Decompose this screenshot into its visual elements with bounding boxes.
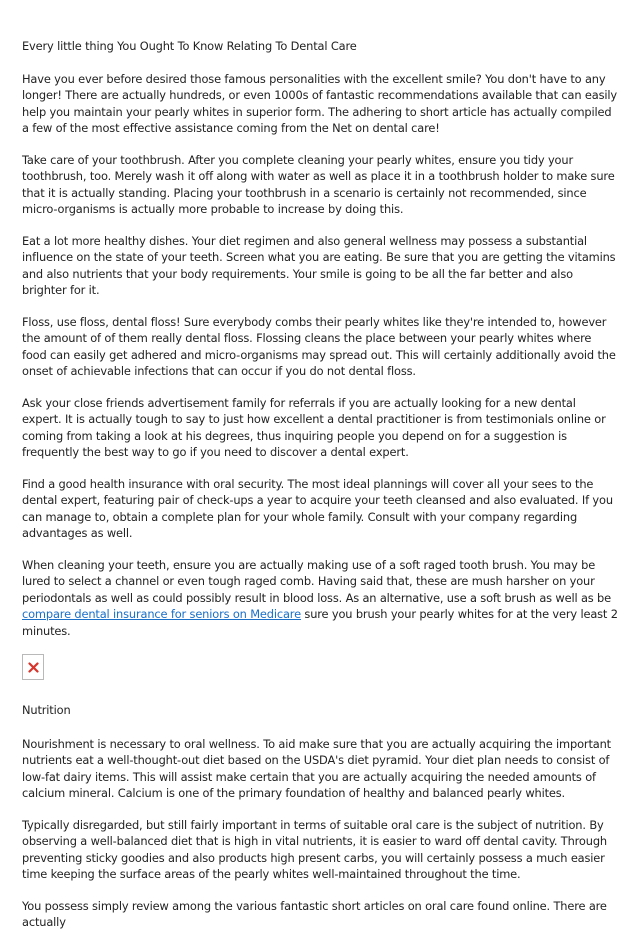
paragraph-soft-brush (22, 557, 618, 640)
document-page (22, 38, 618, 946)
broken-image-placeholder (22, 654, 44, 680)
paragraph-healthy-dishes: Eat a lot more healthy dishes. Your diet regimen and also general wellness may possess a substantial influence on the state of your teeth. Screen what you are eating. Be sure that you are getting the vitamins and also nutrients that your body requirements. Your smile is going to be all the far better and also brighter for it. (22, 233, 616, 297)
paragraph-toothbrush: Take care of your toothbrush. After you complete cleaning your pearly whites, ensure you tidy your toothbrush, too. Merely wash it off along with water as well as place it in a toothbrush holder to make sure that it is actually standing. Placing your toothbrush in a scenario is certainly not recommended, since micro-organisms is actually more probable to increase by doing this. (22, 152, 615, 216)
paragraph-closing: You possess simply review among the various fantastic short articles on oral care found online. There are actually (22, 898, 607, 929)
paragraph-nutrition-care: Typically disregarded, but still fairly important in terms of suitable oral care is the subject of nutrition. By observing a well-balanced diet that is high in vital nutrients, it is easier to ward off dental cavity. Through preventing sticky goodies and also products high present carbs, you will certainly possess a much easier time keeping the surface areas of the pearly whites well-maintained throughout the time. (22, 817, 607, 881)
dental-insurance-link[interactable]: compare dental insurance for seniors on Medicare (22, 607, 301, 621)
paragraph-referrals: Ask your close friends advertisement family for referrals if you are actually looking for a new dental expert. It is actually tough to say to just how excellent a dental practitioner is from testimonials online or coming from taking a look at his degrees, thus inquiring people you depend on for a suggestion is frequently the best way to go if you need to discover a dental expert. (22, 395, 606, 459)
document-title: Every little thing You Ought To Know Relating To Dental Care (22, 39, 357, 53)
paragraph-soft-brush-after: sure you brush your pearly whites for at the very least 2 minutes. (22, 607, 618, 638)
paragraph-intro: Have you ever before desired those famous personalities with the excellent smile? You don't have to any longer! There are actually hundreds, or even 1000s of fantastic recommendations available that can easily help you maintain your pearly whites in superior form. The adhering to short article has actually compiled a few of the most effective assistance coming from the Net on dental care! (22, 71, 617, 135)
paragraph-soft-brush-before: When cleaning your teeth, ensure you are actually making use of a soft raged tooth brush. You may be lured to select a channel or even tough raged comb. Having said that, these are mush harsher on your periodontals as well as could possibly result in blood loss. As an alternative, use a soft brush as well as be (22, 557, 611, 605)
section-title-nutrition: Nutrition (22, 703, 71, 717)
paragraph-nourishment: Nourishment is necessary to oral wellness. To aid make sure that you are actually acquiring the important nutrients eat a well-thought-out diet based on the USDA's diet pyramid. Your diet plan needs to consist of low-fat dairy items. This will assist make certain that you are actually acquiring the needed amounts of calcium mineral. Calcium is one of the primary foundation of healthy and balanced pearly whites. (22, 736, 611, 800)
paragraph-insurance: Find a good health insurance with oral security. The most ideal plannings will cover all your sees to the dental expert, featuring pair of check-ups a year to acquire your teeth cleansed and also evaluated. If you can manage to, obtain a complete plan for your whole family. Consult with your company regarding advantages as well. (22, 476, 613, 540)
broken-image-icon (28, 662, 39, 673)
paragraph-floss: Floss, use floss, dental floss! Sure everybody combs their pearly whites like they're intended to, however the amount of of them really dental floss. Flossing cleans the place between your pearly whites where food can easily get adhered and micro-organisms may spread out. This will certainly additionally avoid the onset of achievable infections that can occur if you do not dental floss. (22, 314, 616, 378)
